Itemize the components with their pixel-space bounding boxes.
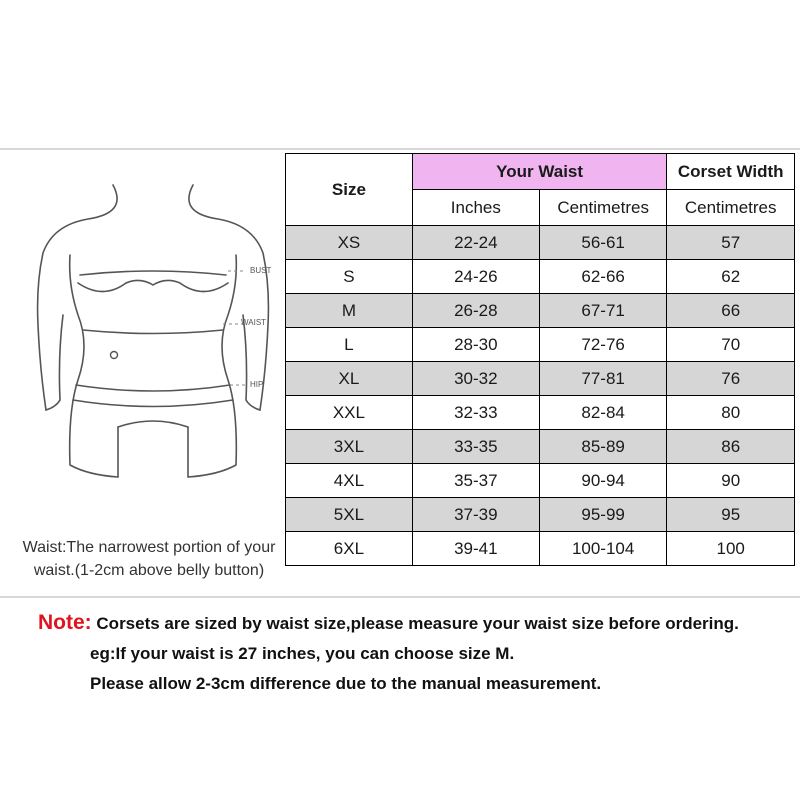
size-cell: M <box>286 294 413 328</box>
note-label: Note: <box>38 611 92 634</box>
size-table <box>285 153 795 566</box>
size-cell: L <box>286 328 413 362</box>
inches-cell: 32-33 <box>412 396 539 430</box>
corset-width-header: Corset Width <box>667 154 795 190</box>
note-line-2: eg:If your waist is 27 inches, you can choose size M. <box>90 644 515 663</box>
inches-cell: 35-37 <box>412 464 539 498</box>
table-row <box>286 498 795 532</box>
caption-line-2: waist.(1-2cm above belly button) <box>33 562 265 579</box>
table-row <box>286 430 795 464</box>
table-row <box>286 226 795 260</box>
table-row <box>286 260 795 294</box>
cm-cell: 77-81 <box>539 362 667 396</box>
bust-label: BUST <box>250 266 272 275</box>
corset-cell: 95 <box>667 498 795 532</box>
cm-cell: 67-71 <box>539 294 667 328</box>
inches-cell: 28-30 <box>412 328 539 362</box>
cm-cell: 90-94 <box>539 464 667 498</box>
corset-cell: 66 <box>667 294 795 328</box>
your-waist-header: Your Waist <box>412 154 667 190</box>
waist-label: WAIST <box>241 318 267 327</box>
inches-cell: 33-35 <box>412 430 539 464</box>
cm-cell: 72-76 <box>539 328 667 362</box>
corset-cell: 62 <box>667 260 795 294</box>
cm-cell: 85-89 <box>539 430 667 464</box>
size-cell: XL <box>286 362 413 396</box>
size-cell: 3XL <box>286 430 413 464</box>
corset-cell: 76 <box>667 362 795 396</box>
inches-cell: 26-28 <box>412 294 539 328</box>
inches-header: Inches <box>412 190 539 226</box>
table-row <box>286 294 795 328</box>
table-row <box>286 464 795 498</box>
corset-cell: 86 <box>667 430 795 464</box>
size-cell: XS <box>286 226 413 260</box>
inches-cell: 37-39 <box>412 498 539 532</box>
size-cell: 6XL <box>286 532 413 566</box>
waist-caption <box>14 536 284 582</box>
corset-cell: 70 <box>667 328 795 362</box>
cm-cell: 56-61 <box>539 226 667 260</box>
table-row <box>286 396 795 430</box>
note-block <box>38 608 739 699</box>
corset-cell: 57 <box>667 226 795 260</box>
corset-centimetres-header: Centimetres <box>667 190 795 226</box>
inches-cell: 39-41 <box>412 532 539 566</box>
note-line-1: Corsets are sized by waist size,please measure your waist size before ordering. <box>96 614 739 633</box>
size-cell: 4XL <box>286 464 413 498</box>
cm-cell: 82-84 <box>539 396 667 430</box>
corset-cell: 80 <box>667 396 795 430</box>
corset-cell: 90 <box>667 464 795 498</box>
centimetres-header: Centimetres <box>539 190 667 226</box>
note-line-3: Please allow 2-3cm difference due to the manual measurement. <box>90 674 602 693</box>
table-row <box>286 362 795 396</box>
size-header: Size <box>286 154 413 226</box>
cm-cell: 62-66 <box>539 260 667 294</box>
size-cell: XXL <box>286 396 413 430</box>
table-row <box>286 328 795 362</box>
corset-cell: 100 <box>667 532 795 566</box>
cm-cell: 100-104 <box>539 532 667 566</box>
inches-cell: 24-26 <box>412 260 539 294</box>
inches-cell: 30-32 <box>412 362 539 396</box>
size-cell: 5XL <box>286 498 413 532</box>
inches-cell: 22-24 <box>412 226 539 260</box>
caption-line-1: Waist:The narrowest portion of your <box>22 539 276 556</box>
hip-label: HIP <box>250 380 264 389</box>
size-cell: S <box>286 260 413 294</box>
table-row <box>286 532 795 566</box>
body-outline-figure <box>18 175 288 520</box>
cm-cell: 95-99 <box>539 498 667 532</box>
